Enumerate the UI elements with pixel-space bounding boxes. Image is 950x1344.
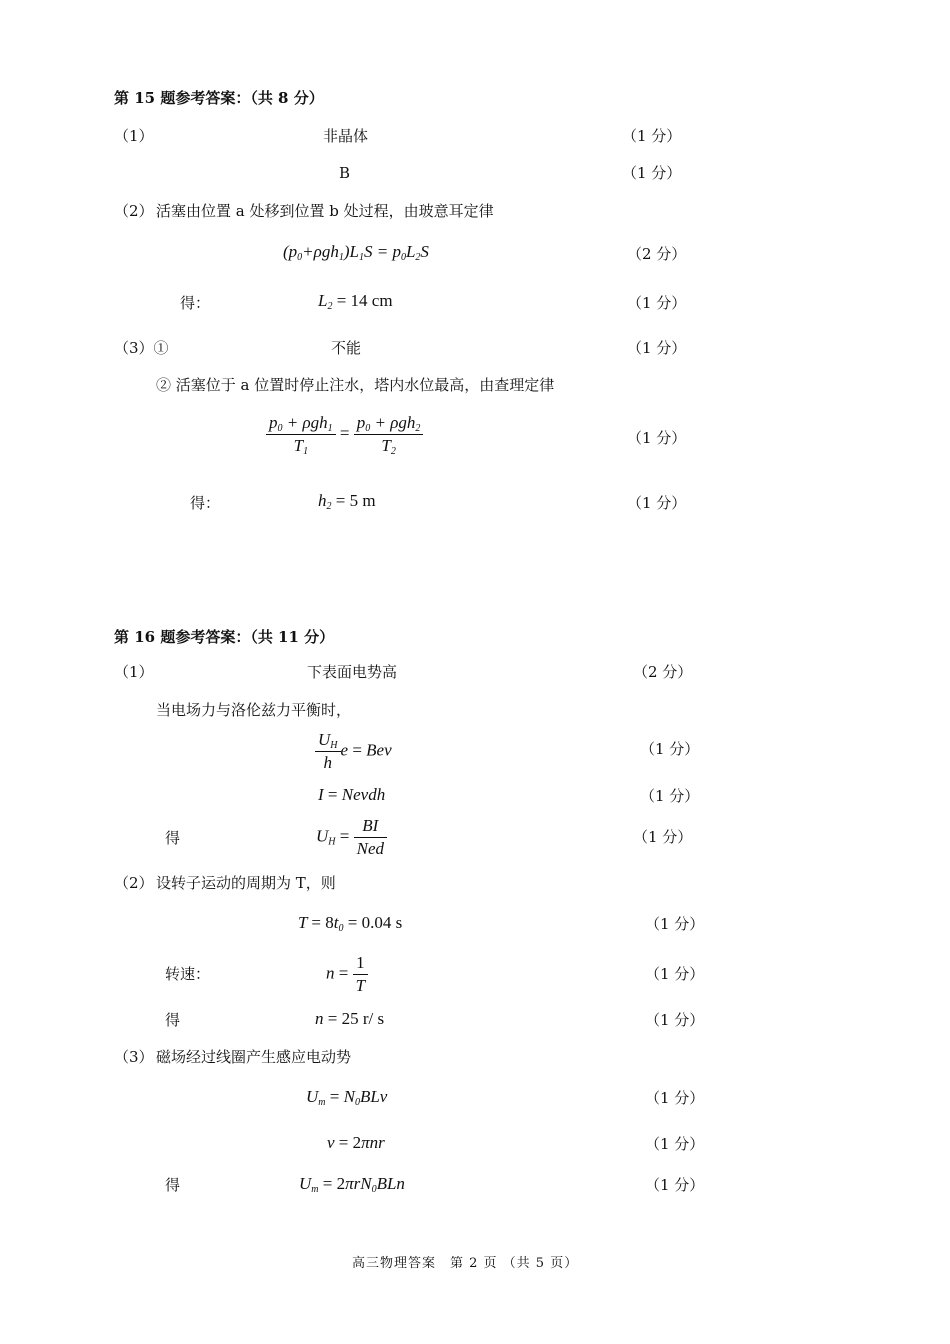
q16-part2-zs: 转速： xyxy=(165,965,211,983)
q16-part1-score: （2 分） xyxy=(633,663,693,681)
q15-part3-score-2: （1 分） xyxy=(627,429,687,447)
q15-part2-de: 得： xyxy=(180,294,211,312)
q16-force-balance-equation: $\frac{U_H}{h}$ e = Bev xyxy=(315,731,392,772)
q16-part1-score-2: （1 分） xyxy=(640,740,700,758)
q16-part1-answer: 下表面电势高 xyxy=(307,663,398,681)
q16-period-equation: $T = 8t_0 = 0.04$ s xyxy=(298,913,403,934)
q16-part2-label: （2） xyxy=(114,874,154,892)
q15-part1-label: （1） xyxy=(114,127,154,145)
q15-part2-label: （2） xyxy=(114,202,154,220)
q15-part3-answer: 不能 xyxy=(331,339,362,357)
q15-charles-equation: $\frac{p_0 + \rho gh_1}{T_1}$ = $\frac{p_0 + \rho gh_2}{T_2}$ xyxy=(266,414,423,455)
q15-part2-score: （2 分） xyxy=(627,245,687,263)
q16-current-equation: I = Nevdh xyxy=(318,785,386,804)
q15-part1-score: （1 分） xyxy=(622,127,682,145)
q15-part3-label: （3）① xyxy=(114,339,169,357)
q16-emf-equation: $U_m = N_0BLv$ xyxy=(306,1087,388,1108)
q15-part3-score-3: （1 分） xyxy=(627,494,687,512)
q15-part2-text: 活塞由位置 a 处移到位置 b 处过程，由玻意耳定律 xyxy=(156,202,494,220)
q15-part1-answer-2: B xyxy=(339,164,351,182)
q16-part2-score: （1 分） xyxy=(645,915,705,933)
q16-part3-de: 得 xyxy=(165,1176,181,1194)
q15-result-h2: $h_2 = 5$ m xyxy=(318,491,376,512)
q16-part2-score-3: （1 分） xyxy=(645,1011,705,1029)
q16-part2-score-2: （1 分） xyxy=(645,965,705,983)
q15-part3-de: 得： xyxy=(190,494,221,512)
q16-part1-score-4: （1 分） xyxy=(633,828,693,846)
q16-part1-label: （1） xyxy=(114,663,154,681)
q16-part3-text: 磁场经过线圈产生感应电动势 xyxy=(156,1048,352,1066)
q15-part3-text: ② 活塞位于 a 位置时停止注水，塔内水位最高，由查理定律 xyxy=(156,376,555,394)
q16-part3-score: （1 分） xyxy=(645,1089,705,1107)
q16-result-UH: $U_H$ = $\frac{BI}{\text{Ned}}$ xyxy=(316,817,387,858)
q15-header: 第 15 题参考答案：（共 8 分） xyxy=(114,89,324,107)
q16-part1-text: 当电场力与洛伦兹力平衡时， xyxy=(156,701,352,719)
q15-part3-score: （1 分） xyxy=(627,339,687,357)
q16-part3-score-2: （1 分） xyxy=(645,1135,705,1153)
q16-part3-score-3: （1 分） xyxy=(645,1176,705,1194)
q16-part1-de: 得 xyxy=(165,829,181,847)
q16-header: 第 16 题参考答案：（共 11 分） xyxy=(114,628,335,646)
q15-part1-score-2: （1 分） xyxy=(622,164,682,182)
q16-speed-equation: n = $\frac{1}{T}$ xyxy=(326,954,368,995)
q16-part2-de: 得 xyxy=(165,1011,181,1029)
q16-result-n: n = 25 r/ s xyxy=(315,1009,385,1028)
q16-part1-score-3: （1 分） xyxy=(640,787,700,805)
q16-result-Um: $U_m = 2\pi rN_0BLn$ xyxy=(299,1174,405,1195)
q15-boyle-equation: $(p_0+\rho gh_1)L_1S = p_0L_2S$ xyxy=(283,242,429,263)
q16-part2-text: 设转子运动的周期为 T，则 xyxy=(156,874,336,892)
q16-part3-label: （3） xyxy=(114,1048,154,1066)
page-footer: 高三物理答案 第 2 页 （共 5 页） xyxy=(352,1256,579,1271)
q15-part1-answer: 非晶体 xyxy=(323,127,369,145)
q16-velocity-equation: v = 2πnr xyxy=(327,1133,385,1152)
q15-part2-score-2: （1 分） xyxy=(627,294,687,312)
q15-result-L2: $L_2 = 14$ cm xyxy=(318,291,393,312)
